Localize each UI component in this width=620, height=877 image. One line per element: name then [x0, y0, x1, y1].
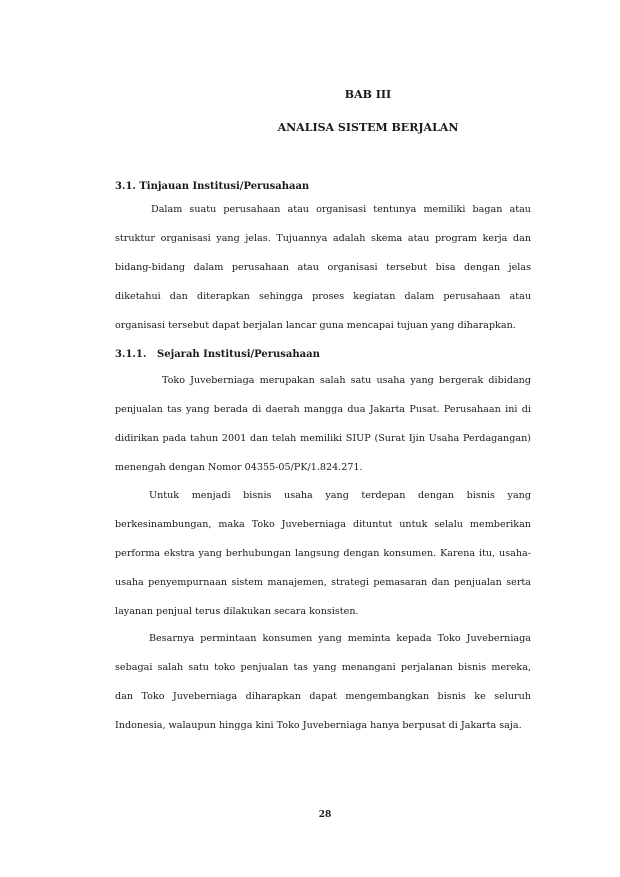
subsection-heading: [115, 348, 531, 362]
history-paragraph-3: Besarnya permintaan konsumen yang meminta kepada Toko Juveberniaga sebagai salah satu toko penjualan tas yang menangani perjalanan bisnis mereka, dan Toko Juveberniaga diharapkan dapat mengembangkan bisnis ke seluruh Indonesia, walaupun hingga kini Toko Juveberniaga hanya berpusat di Jakarta saja.: [115, 633, 531, 731]
page-number: 28: [318, 810, 332, 820]
section-heading: 3.1. Tinjauan Institusi/Perusahaan: [115, 181, 310, 192]
section-paragraph: Dalam suatu perusahaan atau organisasi tentunya memiliki bagan atau struktur organisasi yang jelas. Tujuannya adalah skema atau program kerja dan bidang-bidang dalam perusahaan atau organisasi tersebut bisa dengan jelas diketahui dan diterapkan sehingga proses kegiatan dalam perusahaan atau organisasi tersebut dapat berjalan lancar guna mencapai tujuan yang diharapkan.: [115, 204, 531, 331]
chapter-number: BAB III: [344, 88, 392, 101]
history-paragraph-1: Toko Juveberniaga merupakan salah satu usaha yang bergerak dibidang penjualan tas yang berada di daerah mangga dua Jakarta Pusat. Perusahaan ini di didirikan pada tahun 2001 dan telah memiliki SIUP (Surat Ijin Usaha Perdagangan) menengah dengan Nomor 04355-05/PK/1.824.271.: [115, 375, 531, 473]
subsection-title: Sejarah Institusi/Perusahaan: [157, 349, 320, 360]
history-paragraph-2: Untuk menjadi bisnis usaha yang terdepan dengan bisnis yang berkesinambungan, maka Toko Juveberniaga dituntut untuk selalu memberikan performa ekstra yang berhubungan langsung dengan konsumen. Karena itu, usaha-usaha penyempurnaan sistem manajemen, strategi pemasaran dan penjualan serta layanan penjual terus dilakukan secara konsisten.: [115, 490, 531, 617]
chapter-title: ANALISA SISTEM BERJALAN: [277, 121, 459, 134]
subsection-number: 3.1.1.: [115, 349, 147, 360]
